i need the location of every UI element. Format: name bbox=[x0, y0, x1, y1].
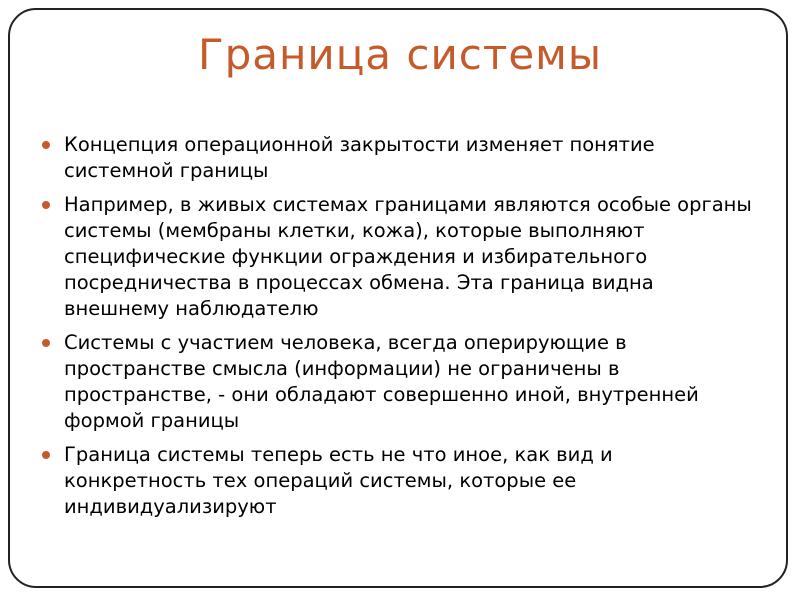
list-item bbox=[40, 442, 760, 520]
bullet-dot-icon bbox=[42, 451, 50, 459]
bullet-text: Например, в живых системах границами являются особые органы системы (мембраны клетки, кожа), которые выполняют специфические функции ограждения и избирательного посредничества в процессах обмена. Эта граница видна внешнему наблюдателю bbox=[64, 193, 752, 320]
bullet-text: Системы с участием человека, всегда оперирующие в пространстве смысла (информации) не ограничены в пространстве, - они обладают совершенно иной, внутренней формой границы bbox=[64, 331, 699, 432]
bullet-text: Граница системы теперь есть не что иное, как вид и конкретность тех операций системы, которые ее индивидуализируют bbox=[64, 443, 613, 518]
list-item bbox=[40, 192, 760, 322]
bullet-dot-icon bbox=[42, 141, 50, 149]
bullet-text: Концепция операционной закрытости изменяет понятие системной границы bbox=[64, 133, 655, 182]
list-item bbox=[40, 330, 760, 434]
bullet-dot-icon bbox=[42, 339, 50, 347]
slide-title: Граница системы bbox=[197, 30, 603, 79]
bullet-list bbox=[40, 132, 760, 528]
list-item bbox=[40, 132, 760, 184]
bullet-dot-icon bbox=[42, 201, 50, 209]
